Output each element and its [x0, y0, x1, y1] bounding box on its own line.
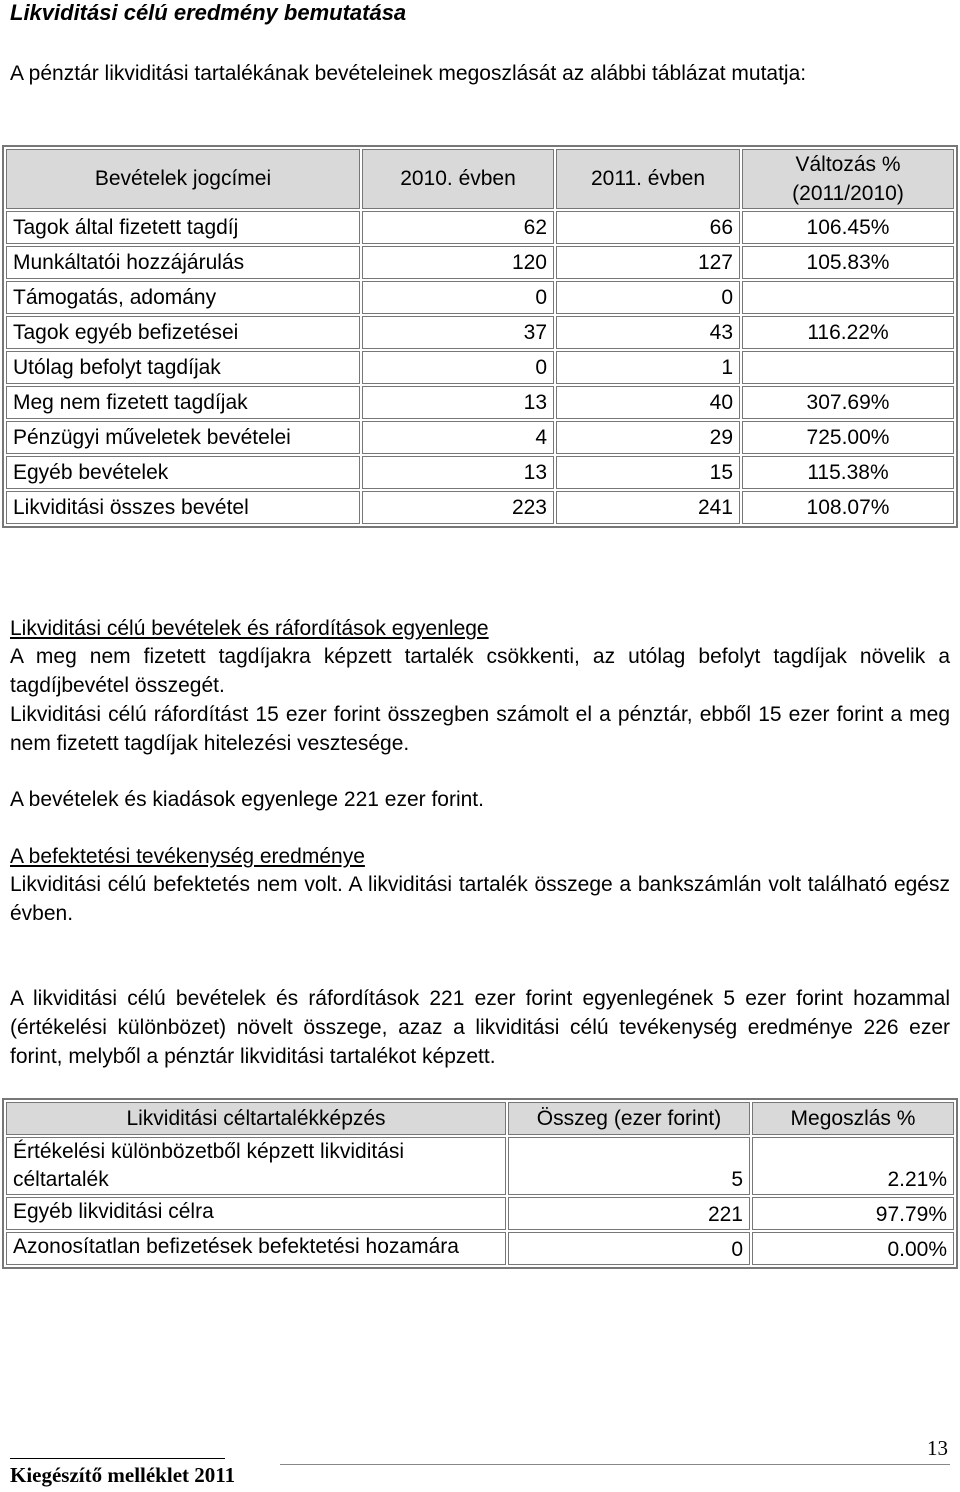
- header-2010: 2010. évben: [362, 149, 554, 209]
- summary-paragraph: A likviditási célú bevételek és ráfordítások 221 ezer forint egyenlegének 5 ezer forint hozammal (értékelési különbözet) növelt összege, azaz a likviditási célú tevékenység eredménye 226 ezer forint, melyből a pénztár likviditási tartalékot képzett.: [10, 987, 950, 1068]
- table-cell: Támogatás, adomány: [6, 281, 360, 314]
- table-cell: 97.79%: [752, 1197, 954, 1230]
- table-cell: 105.83%: [742, 246, 954, 279]
- table-row: [6, 246, 954, 279]
- table-row: [6, 491, 954, 524]
- table-cell: 43: [556, 316, 740, 349]
- table-header-row: [6, 1102, 954, 1135]
- table-row: [6, 421, 954, 454]
- table-header-row: [6, 149, 954, 209]
- balance-paragraph-3: A bevételek és kiadások egyenlege 221 ezer forint.: [10, 788, 484, 811]
- page-number: 13: [927, 1436, 948, 1460]
- table-cell: 37: [362, 316, 554, 349]
- table-cell: 0: [362, 281, 554, 314]
- table-cell: [742, 281, 954, 314]
- table-cell: Meg nem fizetett tagdíjak: [6, 386, 360, 419]
- table-cell: 29: [556, 421, 740, 454]
- table-cell: Egyéb bevételek: [6, 456, 360, 489]
- table-row: [6, 1197, 954, 1230]
- footer-rule: [10, 1458, 225, 1459]
- table-cell: Értékelési különbözetből képzett likviditási céltartalék: [6, 1137, 506, 1195]
- table-cell: 127: [556, 246, 740, 279]
- table-cell: 5: [508, 1137, 750, 1195]
- table-cell: 0: [362, 351, 554, 384]
- table-cell: 106.45%: [742, 211, 954, 244]
- table-cell: 221: [508, 1197, 750, 1230]
- table-cell: 13: [362, 386, 554, 419]
- section-heading-investment: A befektetési tevékenység eredménye: [10, 845, 365, 868]
- header-amount: Összeg (ezer forint): [508, 1102, 750, 1135]
- table-row: [6, 351, 954, 384]
- header-reserve-type: Likviditási céltartalékképzés: [6, 1102, 506, 1135]
- revenue-table: [2, 145, 958, 528]
- table-row: [6, 456, 954, 489]
- table-row: [6, 211, 954, 244]
- section-heading-balance: Likviditási célú bevételek és ráfordítások egyenlege: [10, 617, 489, 640]
- table-cell: Tagok által fizetett tagdíj: [6, 211, 360, 244]
- table-cell: 223: [362, 491, 554, 524]
- header-revenue-type: Bevételek jogcímei: [6, 149, 360, 209]
- table-cell: Munkáltatói hozzájárulás: [6, 246, 360, 279]
- table-row: [6, 386, 954, 419]
- table-cell: Azonosítatlan befizetések befektetési hozamára: [6, 1232, 506, 1265]
- table-cell: 62: [362, 211, 554, 244]
- table-cell: [742, 351, 954, 384]
- footer-divider: [280, 1464, 950, 1465]
- table-cell: 0.00%: [752, 1232, 954, 1265]
- table-cell: 116.22%: [742, 316, 954, 349]
- table-cell: 1: [556, 351, 740, 384]
- header-distribution: Megoszlás %: [752, 1102, 954, 1135]
- footer-label: Kiegészítő melléklet 2011: [10, 1463, 236, 1487]
- table-row: [6, 1137, 954, 1195]
- table-cell: 2.21%: [752, 1137, 954, 1195]
- table-row: [6, 1232, 954, 1265]
- table-cell: 108.07%: [742, 491, 954, 524]
- table-cell: 66: [556, 211, 740, 244]
- table-cell: 0: [508, 1232, 750, 1265]
- table-cell: Pénzügyi műveletek bevételei: [6, 421, 360, 454]
- table-cell: 15: [556, 456, 740, 489]
- table-cell: 0: [556, 281, 740, 314]
- header-2011: 2011. évben: [556, 149, 740, 209]
- balance-paragraph-2: Likviditási célú ráfordítást 15 ezer forint összegben számolt el a pénztár, ebből 15 ezer forint a meg nem fizetett tagdíjak hitelezési vesztesége.: [10, 703, 950, 755]
- table-cell: Likviditási összes bevétel: [6, 491, 360, 524]
- table-cell: 307.69%: [742, 386, 954, 419]
- table-cell: 4: [362, 421, 554, 454]
- balance-paragraph-1: A meg nem fizetett tagdíjakra képzett tartalék csökkenti, az utólag befolyt tagdíjak növelik a tagdíjbevétel összegét.: [10, 645, 950, 697]
- investment-paragraph: Likviditási célú befektetés nem volt. A likviditási tartalék összege a bankszámlán volt található egész évben.: [10, 873, 950, 925]
- page-title: Likviditási célú eredmény bemutatása: [10, 0, 407, 25]
- table-cell: 40: [556, 386, 740, 419]
- table-row: [6, 281, 954, 314]
- table-cell: 13: [362, 456, 554, 489]
- table-cell: Utólag befolyt tagdíjak: [6, 351, 360, 384]
- table-cell: 725.00%: [742, 421, 954, 454]
- header-change: Változás % (2011/2010): [742, 149, 954, 209]
- table-cell: Egyéb likviditási célra: [6, 1197, 506, 1230]
- reserve-table: [2, 1098, 958, 1269]
- table-cell: Tagok egyéb befizetései: [6, 316, 360, 349]
- table-cell: 120: [362, 246, 554, 279]
- intro-paragraph: A pénztár likviditási tartalékának bevételeinek megoszlását az alábbi táblázat mutatja:: [10, 62, 807, 85]
- table-cell: 241: [556, 491, 740, 524]
- table-row: [6, 316, 954, 349]
- table-cell: 115.38%: [742, 456, 954, 489]
